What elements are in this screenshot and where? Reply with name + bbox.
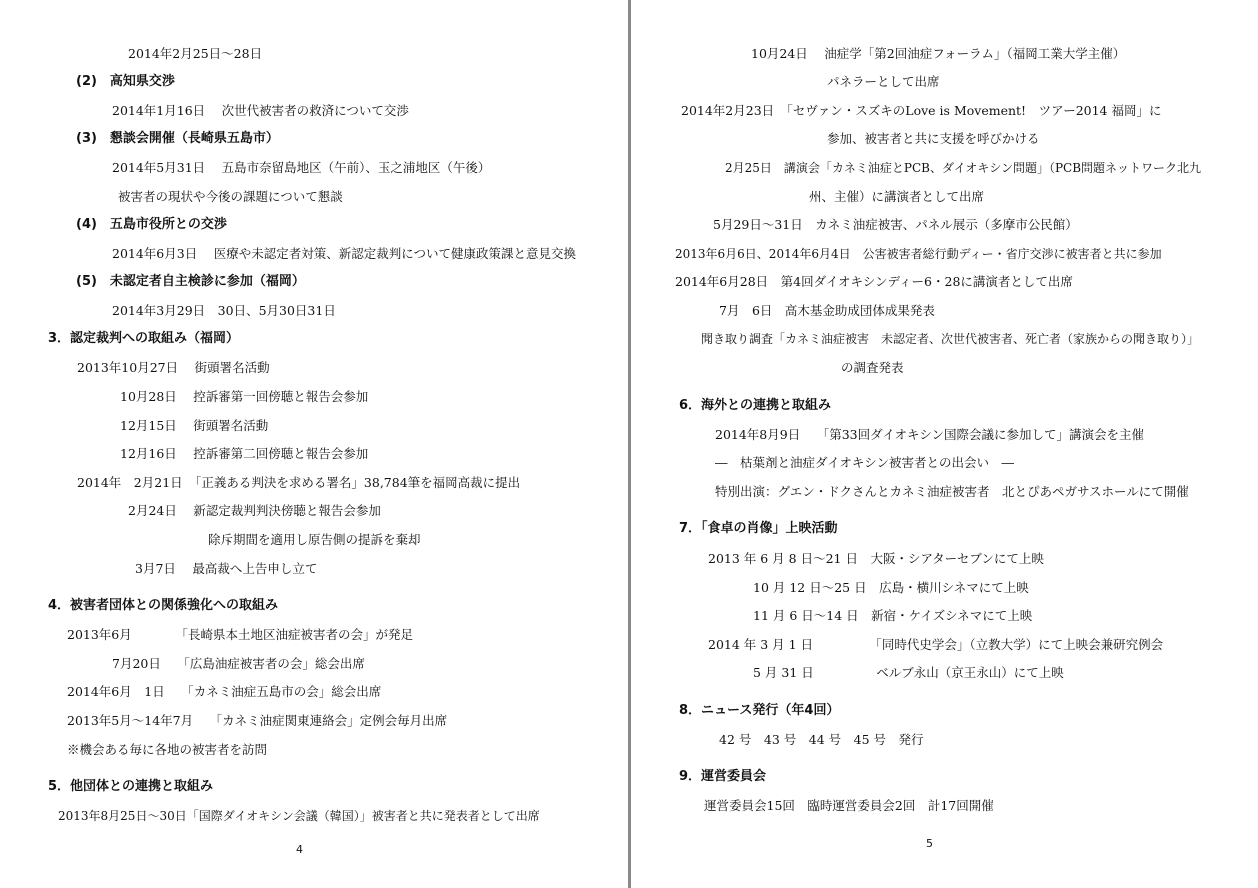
- section-heading: 5．他団体との連携と取組み: [48, 779, 214, 794]
- text-line: 運営委員会15回 臨時運営委員会2回 計17回開催: [704, 798, 994, 813]
- text-line: 10月28日 控訴審第一回傍聴と報告会参加: [120, 389, 369, 404]
- text-line: 2014年1月16日 次世代被害者の救済について交渉: [112, 103, 409, 118]
- text-line: ― 枯葉剤と油症ダイオキシン被害者との出会い ―: [715, 455, 1014, 470]
- section-heading: 6．海外との連携と取組み: [679, 398, 832, 413]
- subsection-heading: (4) 五島市役所との交渉: [76, 217, 227, 232]
- section-heading: 4．被害者団体との関係強化への取組み: [48, 598, 279, 613]
- section-heading: 3．認定裁判への取組み（福岡）: [48, 331, 240, 346]
- text-line: 特別出演：グエン・ドクさんとカネミ油症被害者 北とぴあペガサスホールにて開催: [715, 484, 1189, 499]
- text-line: 2014年5月31日 五島市奈留島地区（午前）、玉之浦地区（午後）: [112, 160, 491, 175]
- left-page: [0, 0, 628, 888]
- text-line: 10月24日 油症学「第2回油症フォーラム」（福岡工業大学主催）: [751, 46, 1126, 61]
- section-heading: 7．「食卓の肖像」上映活動: [679, 521, 838, 536]
- text-line: 2014年2月25日～28日: [128, 46, 263, 61]
- text-line: 2014年3月29日 30日、5月30日31日: [112, 303, 336, 318]
- text-line: 2014年6月3日 医療や未認定者対策、新認定裁判について健康政策課と意見交換: [112, 246, 576, 261]
- text-line: 2013 年 6 月 8 日～21 日 大阪・シアターセブンにて上映: [708, 551, 1044, 566]
- text-line: ※機会ある毎に各地の被害者を訪問: [67, 742, 268, 757]
- text-line: 2014年6月28日 第4回ダイオキシンディー6・28に講演者として出席: [675, 274, 1073, 289]
- text-line: 42 号 43 号 44 号 45 号 発行: [719, 732, 924, 747]
- text-line: 2月25日 講演会「カネミ油症とPCB、ダイオキシン問題」（PCB問題ネットワーク北九: [725, 161, 1202, 175]
- text-line: 12月15日 街頭署名活動: [120, 418, 269, 433]
- text-line: 2014年8月9日 「第33回ダイオキシン国際会議に参加して」講演会を主催: [715, 427, 1145, 442]
- section-heading: 8．ニュース発行（年4回）: [679, 703, 840, 718]
- text-line: 2014年6月 1日 「カネミ油症五島市の会」総会出席: [67, 684, 382, 699]
- text-line: 2013年6月 「長崎県本土地区油症被害者の会」が発足: [67, 627, 414, 642]
- text-line: 聞き取り調査「カネミ油症被害 未認定者、次世代被害者、死亡者（家族からの聞き取り）」: [701, 332, 1200, 346]
- text-line: 7月20日 「広島油症被害者の会」総会出席: [112, 656, 365, 671]
- text-line: 除斥期間を適用し原告側の提訴を棄却: [208, 532, 421, 547]
- text-line: パネラーとして出席: [827, 74, 940, 89]
- text-line: 12月16日 控訴審第二回傍聴と報告会参加: [120, 446, 369, 461]
- subsection-heading: (2) 高知県交渉: [76, 74, 175, 89]
- text-line: 州、主催）に講演者として出席: [809, 189, 985, 204]
- text-line: 5 月 31 日 ベルブ永山（京王永山）にて上映: [753, 665, 1064, 680]
- text-line: 7月 6日 高木基金助成団体成果発表: [719, 303, 935, 318]
- text-line: 2014年2月23日 「セヴァン・スズキのLove is Movement! ツアー2014 福岡」に: [681, 103, 1162, 118]
- page-number: 4: [296, 843, 303, 856]
- text-line: 2013年10月27日 街頭署名活動: [77, 360, 270, 375]
- section-heading: 9．運営委員会: [679, 769, 767, 784]
- subsection-heading: (5) 未認定者自主検診に参加（福岡）: [76, 274, 305, 289]
- page-number: 5: [926, 837, 933, 850]
- text-line: 10 月 12 日～25 日 広島・横川シネマにて上映: [753, 580, 1029, 595]
- text-line: 11 月 6 日～14 日 新宿・ケイズシネマにて上映: [753, 608, 1033, 623]
- subsection-heading: (3) 懇談会開催（長崎県五島市）: [76, 131, 279, 146]
- text-line: 2013年6月6日、2014年6月4日 公害被害者総行動ディー・省庁交渉に被害者と共に参加: [675, 247, 1162, 261]
- text-line: 2013年8月25日～30日「国際ダイオキシン会議（韓国）」被害者と共に発表者として出席: [58, 809, 540, 823]
- text-line: 参加、被害者と共に支援を呼びかける: [827, 131, 1040, 146]
- text-line: 2014年 2月21日 「正義ある判決を求める署名」38,784筆を福岡高裁に提出: [77, 475, 521, 490]
- right-page: [631, 0, 1258, 888]
- text-line: 5月29日～31日 カネミ油症被害、パネル展示（多摩市公民館）: [713, 217, 1078, 232]
- text-line: 2013年5月～14年7月 「カネミ油症関東連絡会」定例会毎月出席: [67, 713, 448, 728]
- text-line: の調査発表: [841, 360, 904, 375]
- text-line: 3月7日 最高裁へ上告申し立て: [135, 561, 318, 576]
- text-line: 2月24日 新認定裁判判決傍聴と報告会参加: [128, 503, 381, 518]
- text-line: 2014 年 3 月 1 日 「同時代史学会」（立教大学）にて上映会兼研究例会: [708, 637, 1164, 652]
- text-line: 被害者の現状や今後の課題について懇談: [118, 189, 343, 204]
